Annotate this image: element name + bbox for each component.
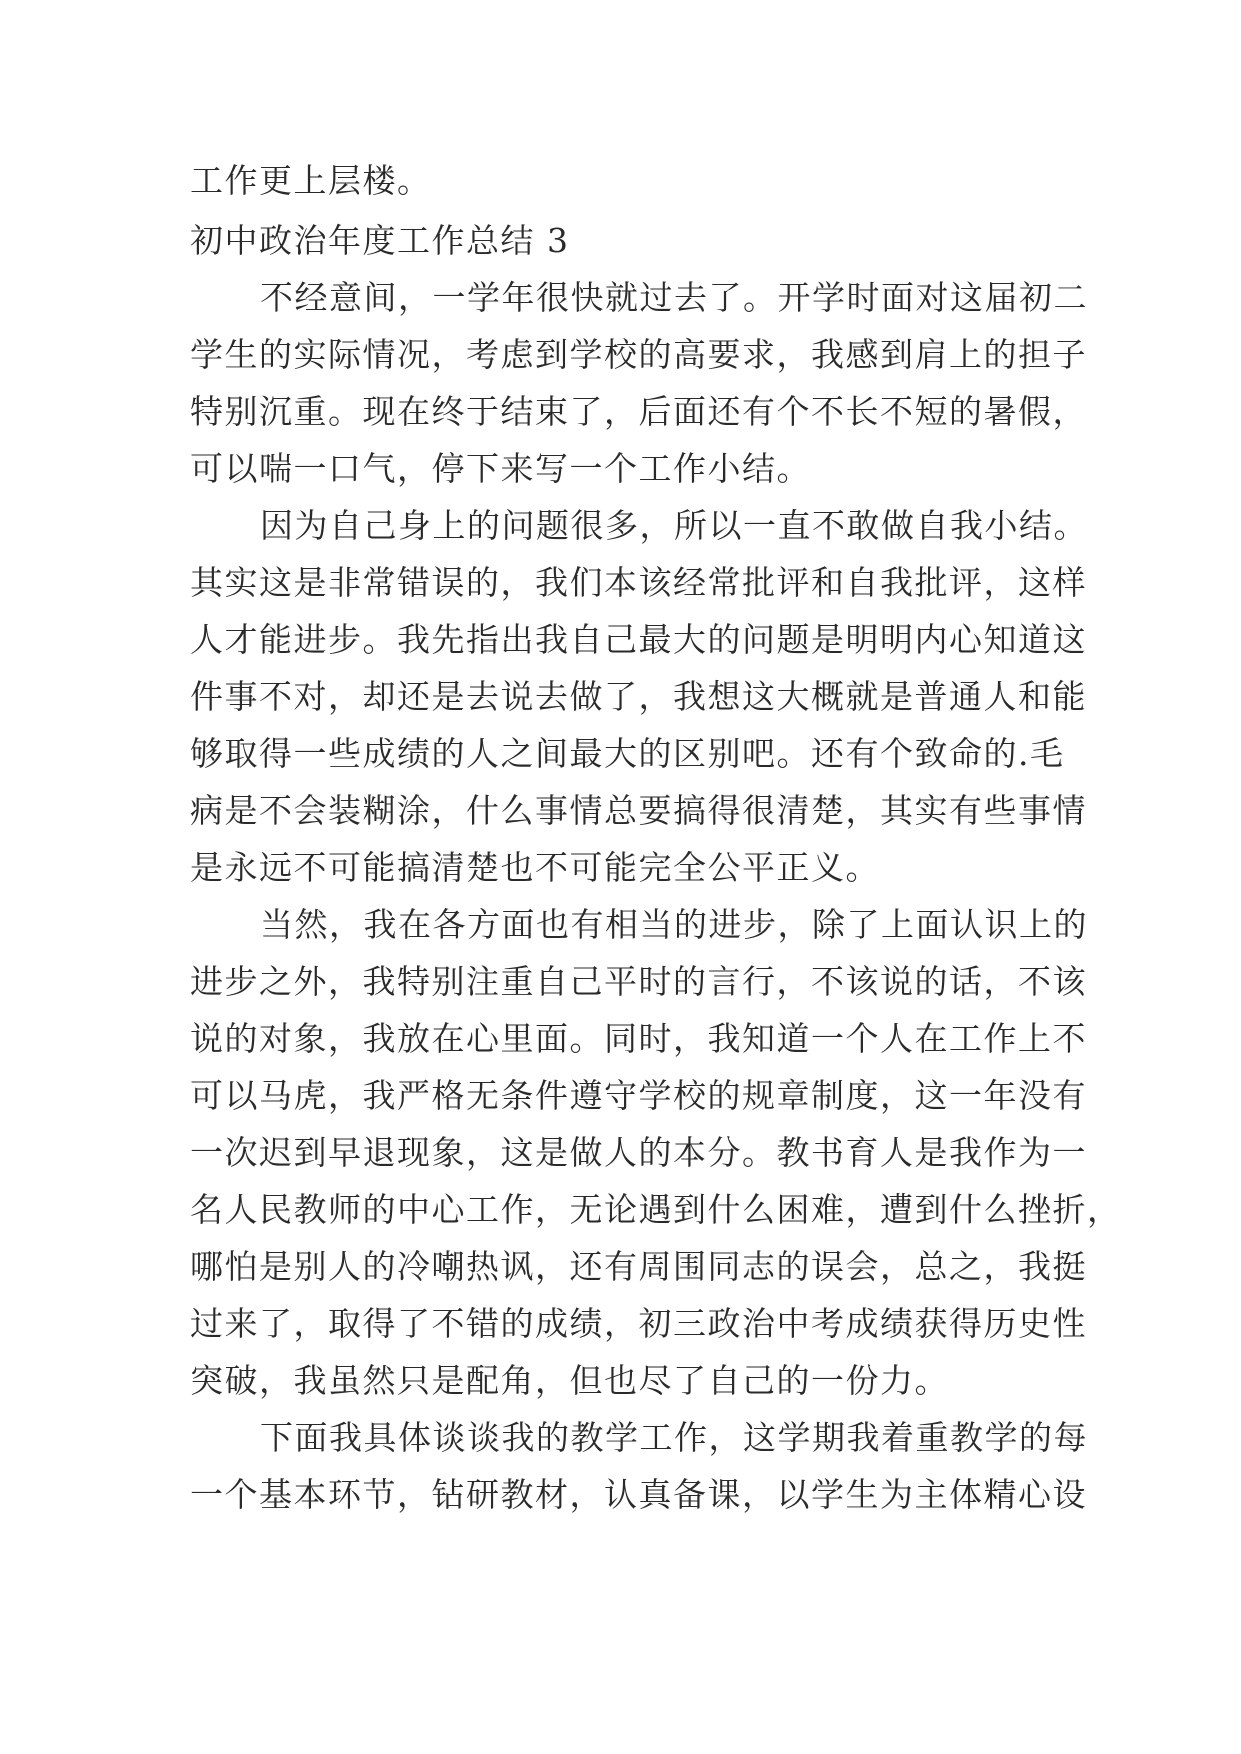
text-line: 其实这是非常错误的，我们本该经常批评和自我批评，这样 xyxy=(190,563,1087,602)
text-line: 可以马虎，我严格无条件遵守学校的规章制度，这一年没有 xyxy=(190,1076,1087,1115)
text-line: 工作更上层楼。 xyxy=(190,161,432,200)
text-line: 件事不对，却还是去说去做了，我想这大概就是普通人和能 xyxy=(190,677,1087,716)
text-line: 可以喘一口气，停下来写一个工作小结。 xyxy=(190,449,811,488)
text-line: 一次迟到早退现象，这是做人的本分。教书育人是我作为一 xyxy=(190,1133,1087,1172)
document-body xyxy=(190,152,1122,1523)
text-line: 特别沉重。现在终于结束了，后面还有个不长不短的暑假， xyxy=(190,392,1087,431)
text-line: 过来了，取得了不错的成绩，初三政治中考成绩获得历史性 xyxy=(190,1304,1087,1343)
text-line: 一个基本环节，钻研教材，认真备课，以学生为主体精心设 xyxy=(190,1475,1087,1514)
text-line: 当然，我在各方面也有相当的进步，除了上面认识上的 xyxy=(260,905,1088,944)
text-line: 是永远不可能搞清楚也不可能完全公平正义。 xyxy=(190,848,880,887)
text-line: 够取得一些成绩的人之间最大的区别吧。还有个致命的.毛 xyxy=(190,734,1065,773)
section-title: 初中政治年度工作总结 3 xyxy=(190,221,570,260)
text-line: 哪怕是别人的冷嘲热讽，还有周围同志的误会，总之，我挺 xyxy=(190,1247,1087,1286)
text-line: 突破，我虽然只是配角，但也尽了自己的一份力。 xyxy=(190,1361,949,1400)
text-line: 学生的实际情况，考虑到学校的高要求，我感到肩上的担子 xyxy=(190,335,1087,374)
text-line: 不经意间，一学年很快就过去了。开学时面对这届初二 xyxy=(260,278,1088,317)
text-line: 说的对象，我放在心里面。同时，我知道一个人在工作上不 xyxy=(190,1019,1087,1058)
text-line: 名人民教师的中心工作，无论遇到什么困难，遭到什么挫折， xyxy=(190,1190,1122,1229)
text-line: 进步之外，我特别注重自己平时的言行，不该说的话，不该 xyxy=(190,962,1087,1001)
text-line: 下面我具体谈谈我的教学工作，这学期我着重教学的每 xyxy=(260,1418,1088,1457)
text-line: 因为自己身上的问题很多，所以一直不敢做自我小结。 xyxy=(260,506,1088,545)
text-line: 人才能进步。我先指出我自己最大的问题是明明内心知道这 xyxy=(190,620,1087,659)
text-line: 病是不会装糊涂，什么事情总要搞得很清楚，其实有些事情 xyxy=(190,791,1087,830)
